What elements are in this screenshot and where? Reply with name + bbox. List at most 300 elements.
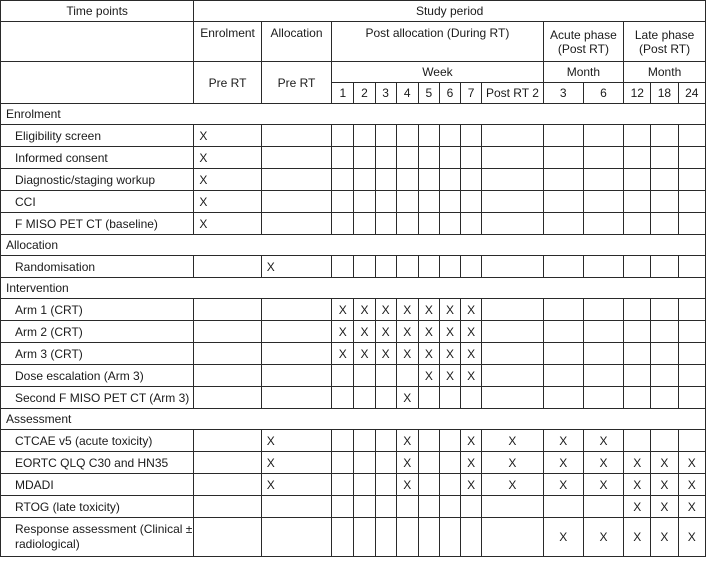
mark-cell [678,321,706,343]
mark-cell: X [543,474,583,496]
mark-cell [354,169,375,191]
mark-cell [439,452,460,474]
mark-cell: X [439,365,460,387]
mark-cell [332,213,354,235]
allocation-header: Allocation [261,22,331,62]
mark-cell: X [461,365,482,387]
column-header: 6 [583,83,623,104]
mark-cell [439,147,460,169]
mark-cell: X [651,452,678,474]
mark-cell [396,256,418,278]
mark-cell [354,430,375,452]
mark-cell [354,256,375,278]
mark-cell: X [396,343,418,365]
mark-cell [194,387,261,409]
mark-cell [461,169,482,191]
mark-cell [461,191,482,213]
mark-cell [418,169,439,191]
mark-cell [354,518,375,557]
column-header: 3 [375,83,396,104]
mark-cell [194,256,261,278]
mark-cell [482,169,543,191]
mark-cell [354,125,375,147]
column-header: 6 [439,83,460,104]
mark-cell [194,452,261,474]
mark-cell [583,496,623,518]
mark-cell [261,496,331,518]
row-label: Dose escalation (Arm 3) [1,365,194,387]
mark-cell [651,387,678,409]
mark-cell: X [461,474,482,496]
mark-cell [418,147,439,169]
mark-cell [583,147,623,169]
mark-cell [375,169,396,191]
row-label: Randomisation [1,256,194,278]
mark-cell [418,430,439,452]
mark-cell [194,343,261,365]
mark-cell: X [418,321,439,343]
mark-cell: X [354,299,375,321]
mark-cell: X [354,343,375,365]
mark-cell: X [461,452,482,474]
mark-cell [332,191,354,213]
column-header: Post RT 2 [482,83,543,104]
mark-cell: X [543,518,583,557]
mark-cell [461,496,482,518]
mark-cell [461,256,482,278]
mark-cell: X [396,321,418,343]
mark-cell [439,191,460,213]
mark-cell [418,387,439,409]
mark-cell [332,474,354,496]
row-label: EORTC QLQ C30 and HN35 [1,452,194,474]
mark-cell [624,343,651,365]
mark-cell [482,518,543,557]
mark-cell [678,125,706,147]
section-row [1,278,706,299]
table-row [1,430,706,452]
mark-cell: X [461,321,482,343]
mark-cell [332,365,354,387]
mark-cell [439,430,460,452]
mark-cell [194,518,261,557]
mark-cell [678,343,706,365]
mark-cell [482,496,543,518]
mark-cell: X [461,430,482,452]
row-label: RTOG (late toxicity) [1,496,194,518]
mark-cell [332,147,354,169]
mark-cell [678,169,706,191]
table-row [1,299,706,321]
mark-cell [418,256,439,278]
mark-cell [418,452,439,474]
mark-cell: X [418,343,439,365]
mark-cell [332,387,354,409]
mark-cell [194,321,261,343]
mark-cell [375,518,396,557]
table-row [1,125,706,147]
mark-cell [439,387,460,409]
mark-cell [439,213,460,235]
mark-cell [624,125,651,147]
mark-cell [354,365,375,387]
mark-cell [651,125,678,147]
mark-cell: X [482,430,543,452]
mark-cell [261,147,331,169]
mark-cell: X [439,321,460,343]
mark-cell [651,365,678,387]
mark-cell [651,213,678,235]
mark-cell [482,125,543,147]
mark-cell [482,321,543,343]
section-title: Enrolment [1,104,706,125]
late-month-header: Month [624,62,706,83]
mark-cell [396,125,418,147]
mark-cell [261,125,331,147]
table-row [1,365,706,387]
mark-cell [482,191,543,213]
mark-cell [461,125,482,147]
mark-cell: X [543,430,583,452]
column-header: 7 [461,83,482,104]
mark-cell [543,147,583,169]
mark-cell [418,213,439,235]
mark-cell [375,496,396,518]
mark-cell [583,343,623,365]
table-row [1,191,706,213]
mark-cell: X [194,191,261,213]
table-row [1,213,706,235]
mark-cell [482,299,543,321]
table-row [1,343,706,365]
mark-cell: X [583,518,623,557]
mark-cell [678,256,706,278]
mark-cell [261,213,331,235]
mark-cell [624,213,651,235]
mark-cell: X [194,169,261,191]
mark-cell [418,125,439,147]
column-header: 4 [396,83,418,104]
mark-cell [375,147,396,169]
mark-cell [396,191,418,213]
mark-cell [543,213,583,235]
mark-cell [651,299,678,321]
mark-cell: X [261,430,331,452]
mark-cell [543,365,583,387]
mark-cell [375,191,396,213]
mark-cell [624,321,651,343]
row-label: Informed consent [1,147,194,169]
mark-cell [375,474,396,496]
mark-cell [194,365,261,387]
mark-cell: X [624,518,651,557]
mark-cell: X [439,343,460,365]
mark-cell: X [678,474,706,496]
mark-cell [396,147,418,169]
mark-cell [332,518,354,557]
mark-cell [624,365,651,387]
row-label: CTCAE v5 (acute toxicity) [1,430,194,452]
mark-cell: X [261,452,331,474]
mark-cell: X [261,256,331,278]
mark-cell [651,191,678,213]
column-header: 1 [332,83,354,104]
mark-cell [543,125,583,147]
mark-cell [624,147,651,169]
mark-cell: X [461,343,482,365]
section-title: Assessment [1,409,706,430]
mark-cell [439,496,460,518]
mark-cell [194,299,261,321]
empty-header-cell [1,62,194,104]
mark-cell: X [332,299,354,321]
mark-cell [354,452,375,474]
column-header: 5 [418,83,439,104]
mark-cell [332,452,354,474]
mark-cell: X [375,299,396,321]
mark-cell [624,191,651,213]
mark-cell [678,365,706,387]
mark-cell [583,213,623,235]
mark-cell [375,256,396,278]
mark-cell [396,496,418,518]
mark-cell [375,452,396,474]
row-label: Response assessment (Clinical ± radiological) [1,518,194,557]
section-title: Allocation [1,235,706,256]
mark-cell [583,387,623,409]
section-title: Intervention [1,278,706,299]
mark-cell [482,365,543,387]
mark-cell [261,191,331,213]
mark-cell [583,321,623,343]
mark-cell [482,147,543,169]
section-row [1,104,706,125]
mark-cell [624,430,651,452]
mark-cell [418,496,439,518]
mark-cell [543,299,583,321]
row-label: Arm 3 (CRT) [1,343,194,365]
mark-cell [624,299,651,321]
column-header: 3 [543,83,583,104]
mark-cell [583,299,623,321]
mark-cell [624,256,651,278]
mark-cell: X [396,474,418,496]
mark-cell [354,147,375,169]
mark-cell [439,256,460,278]
mark-cell [194,430,261,452]
mark-cell: X [461,299,482,321]
mark-cell [354,387,375,409]
mark-cell: X [624,496,651,518]
table-row [1,452,706,474]
mark-cell [678,191,706,213]
table-row [1,169,706,191]
mark-cell [461,518,482,557]
mark-cell [678,147,706,169]
mark-cell [543,496,583,518]
mark-cell: X [678,496,706,518]
mark-cell: X [354,321,375,343]
mark-cell [678,430,706,452]
mark-cell [583,365,623,387]
mark-cell [354,213,375,235]
enrolment-pre-rt: Pre RT [194,62,261,104]
mark-cell [332,430,354,452]
mark-cell: X [418,299,439,321]
mark-cell [543,191,583,213]
mark-cell [482,343,543,365]
mark-cell: X [194,213,261,235]
mark-cell: X [332,343,354,365]
mark-cell: X [624,452,651,474]
mark-cell [583,169,623,191]
mark-cell [439,169,460,191]
mark-cell [624,387,651,409]
mark-cell [461,387,482,409]
mark-cell [375,213,396,235]
row-label: Eligibility screen [1,125,194,147]
mark-cell [543,169,583,191]
late-phase-header: Late phase (Post RT) [624,22,706,62]
mark-cell [651,343,678,365]
mark-cell [261,387,331,409]
empty-header-cell [1,22,194,62]
mark-cell [418,474,439,496]
mark-cell: X [332,321,354,343]
mark-cell: X [194,125,261,147]
mark-cell [651,256,678,278]
mark-cell: X [482,452,543,474]
mark-cell [651,147,678,169]
mark-cell [375,430,396,452]
mark-cell [678,387,706,409]
mark-cell: X [396,299,418,321]
mark-cell [543,321,583,343]
mark-cell: X [583,452,623,474]
mark-cell [461,213,482,235]
table-row [1,321,706,343]
column-header: 24 [678,83,706,104]
mark-cell [624,169,651,191]
mark-cell [396,169,418,191]
row-label: Arm 2 (CRT) [1,321,194,343]
mark-cell [482,387,543,409]
mark-cell: X [375,321,396,343]
mark-cell [261,518,331,557]
mark-cell: X [194,147,261,169]
table-row [1,518,706,557]
mark-cell [194,496,261,518]
enrolment-header: Enrolment [194,22,261,62]
mark-cell [354,496,375,518]
row-label: Arm 1 (CRT) [1,299,194,321]
mark-cell [651,430,678,452]
row-label: Diagnostic/staging workup [1,169,194,191]
mark-cell: X [439,299,460,321]
mark-cell [396,518,418,557]
mark-cell [332,496,354,518]
mark-cell [194,474,261,496]
row-label: F MISO PET CT (baseline) [1,213,194,235]
column-header: 2 [354,83,375,104]
table-row [1,496,706,518]
mark-cell [332,256,354,278]
mark-cell: X [375,343,396,365]
mark-cell: X [651,474,678,496]
mark-cell [261,365,331,387]
mark-cell: X [396,387,418,409]
mark-cell [332,125,354,147]
table-row [1,387,706,409]
mark-cell: X [482,474,543,496]
mark-cell [396,365,418,387]
mark-cell [261,343,331,365]
mark-cell: X [418,365,439,387]
acute-month-header: Month [543,62,624,83]
table-body [1,104,706,557]
section-row [1,235,706,256]
mark-cell [583,125,623,147]
time-points-header: Time points [1,1,194,22]
mark-cell [543,387,583,409]
post-allocation-header: Post allocation (During RT) [332,22,543,62]
mark-cell: X [651,518,678,557]
mark-cell [418,518,439,557]
section-row [1,409,706,430]
mark-cell [482,256,543,278]
mark-cell: X [261,474,331,496]
mark-cell [651,321,678,343]
mark-cell [543,343,583,365]
mark-cell: X [624,474,651,496]
table-row [1,147,706,169]
mark-cell [261,321,331,343]
week-header: Week [332,62,543,83]
mark-cell [543,256,583,278]
mark-cell [396,213,418,235]
row-label: Second F MISO PET CT (Arm 3) [1,387,194,409]
mark-cell [651,169,678,191]
mark-cell [482,213,543,235]
mark-cell [439,518,460,557]
mark-cell: X [583,474,623,496]
mark-cell: X [678,518,706,557]
mark-cell [439,125,460,147]
mark-cell: X [678,452,706,474]
mark-cell: X [396,430,418,452]
acute-phase-header: Acute phase (Post RT) [543,22,624,62]
mark-cell [418,191,439,213]
mark-cell: X [396,452,418,474]
mark-cell [583,256,623,278]
row-label: CCI [1,191,194,213]
study-period-header: Study period [194,1,706,22]
mark-cell [678,299,706,321]
mark-cell [583,191,623,213]
table-row [1,474,706,496]
mark-cell [375,125,396,147]
mark-cell [439,474,460,496]
mark-cell [332,169,354,191]
mark-cell [461,147,482,169]
mark-cell: X [583,430,623,452]
mark-cell [354,474,375,496]
mark-cell [375,365,396,387]
column-header: 18 [651,83,678,104]
mark-cell: X [651,496,678,518]
mark-cell [261,299,331,321]
mark-cell [261,169,331,191]
